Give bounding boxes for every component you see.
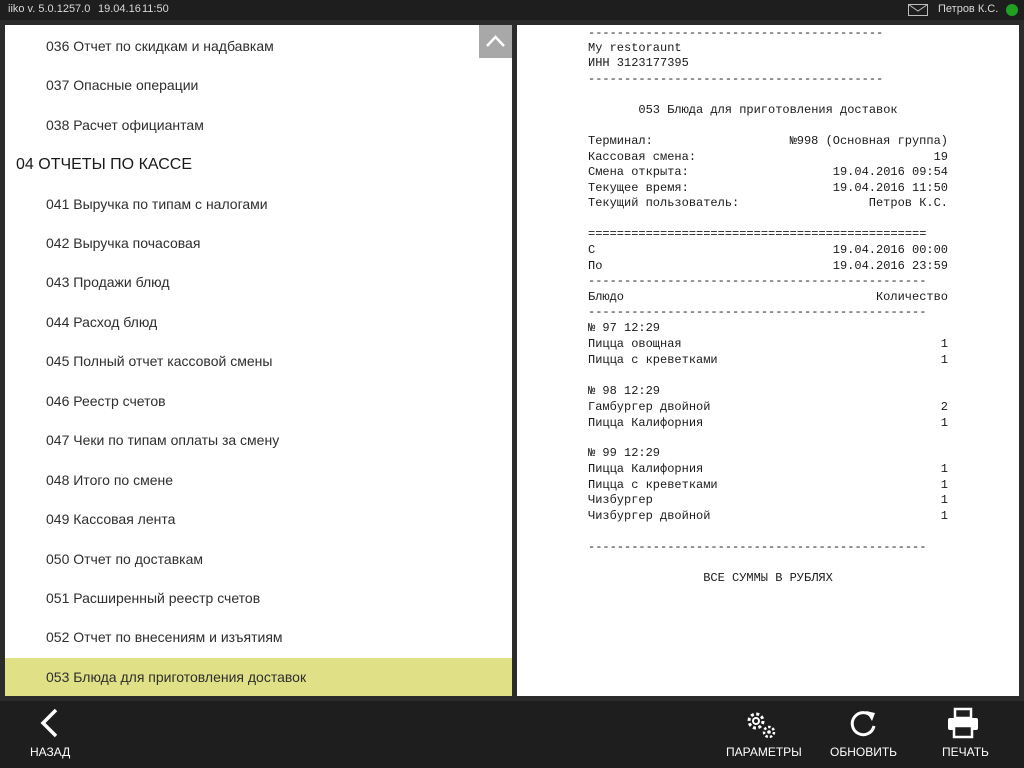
refresh-label: ОБНОВИТЬ — [830, 745, 898, 759]
period-line-label: С — [588, 243, 596, 257]
report-label: 036 Отчет по скидкам и надбавкам — [46, 38, 274, 54]
report-label: 045 Полный отчет кассовой смены — [46, 353, 273, 369]
order-item-label: Гамбургер двойной — [588, 400, 711, 414]
online-status-icon — [1006, 4, 1018, 16]
scroll-up-button[interactable] — [479, 25, 512, 58]
report-label: 037 Опасные операции — [46, 77, 199, 93]
info-line — [588, 134, 948, 149]
app-version: iiko v. 5.0.1257.0 — [8, 3, 91, 15]
report-list-item[interactable] — [5, 27, 512, 66]
order-item-label: Пицца овощная — [588, 337, 682, 351]
section-title: 04 ОТЧЕТЫ ПО КАССЕ — [16, 156, 192, 173]
order-item-label: Пицца Калифорния — [588, 462, 704, 476]
order-header: № 99 12:29 — [588, 446, 661, 460]
report-label: 051 Расширенный реестр счетов — [46, 590, 261, 606]
order-item — [588, 493, 948, 508]
info-line-label: Текущее время: — [588, 181, 689, 195]
report-label: 052 Отчет по внесениям и изъятиям — [46, 629, 283, 645]
report-label: 041 Выручка по типам с налогами — [46, 196, 268, 212]
separator: =============================================== — [588, 227, 927, 241]
print-label: ПЕЧАТЬ — [942, 745, 989, 759]
report-list-item[interactable] — [5, 658, 512, 696]
period-line-label: По — [588, 259, 603, 273]
order-item — [588, 478, 948, 493]
order-item — [588, 337, 948, 352]
report-label: 044 Расход блюд — [46, 314, 158, 330]
order-item-value: 1 — [940, 415, 948, 430]
info-line — [588, 196, 948, 211]
column-header-label: Блюдо — [588, 290, 625, 304]
info-line-label: Кассовая смена: — [588, 150, 697, 164]
print-button[interactable] — [938, 701, 994, 768]
order-item-value: 2 — [940, 400, 948, 414]
order-item-label: Чизбургер — [588, 493, 653, 507]
period-line — [588, 259, 948, 274]
report-list-item[interactable] — [5, 106, 512, 145]
info-line — [588, 150, 948, 165]
mail-icon[interactable] — [908, 4, 928, 16]
report-list-item[interactable] — [5, 382, 512, 421]
report-list — [5, 25, 512, 696]
report-list-item[interactable] — [5, 579, 512, 618]
info-line-label: Текущий пользователь: — [588, 196, 740, 210]
info-line-value: №998 (Основная группа) — [789, 134, 948, 148]
report-title: 053 Блюда для приготовления доставок — [638, 103, 898, 117]
report-list-item[interactable] — [5, 342, 512, 381]
report-list-item[interactable] — [5, 618, 512, 657]
info-line — [588, 181, 948, 196]
status-bar — [0, 0, 1024, 20]
period-line-value: 19.04.2016 00:00 — [832, 243, 948, 257]
info-line-value: Петров К.С. — [868, 196, 948, 210]
chevron-left-icon — [38, 707, 62, 739]
report-list-item[interactable] — [5, 263, 512, 302]
order-item — [588, 400, 948, 415]
separator: ----------------------------------------- — [588, 72, 884, 86]
report-list-item[interactable] — [5, 500, 512, 539]
status-time: 11:50 — [142, 3, 169, 15]
column-header — [588, 290, 948, 305]
separator: ----------------------------------------- — [588, 26, 884, 40]
report-label: 043 Продажи блюд — [46, 274, 170, 290]
report-label: 053 Блюда для приготовления доставок — [46, 669, 307, 685]
report-list-item[interactable] — [5, 540, 512, 579]
report-label: 038 Расчет официантам — [46, 117, 204, 133]
order-item — [588, 509, 948, 524]
report-list-item[interactable] — [5, 421, 512, 460]
params-button[interactable] — [722, 701, 802, 768]
receipt-footer: ВСЕ СУММЫ В РУБЛЯХ — [703, 571, 833, 585]
order-item-value: 1 — [940, 493, 948, 507]
period-line-value: 19.04.2016 23:59 — [832, 259, 948, 273]
order-item — [588, 353, 948, 368]
back-button[interactable] — [26, 701, 86, 768]
period-line — [588, 243, 948, 258]
report-label: 050 Отчет по доставкам — [46, 551, 204, 567]
order-item-label: Пицца Калифорния — [588, 415, 704, 430]
report-list-item[interactable] — [5, 66, 512, 105]
report-list-item[interactable] — [5, 224, 512, 263]
order-item — [588, 416, 948, 431]
report-label: 042 Выручка почасовая — [46, 235, 201, 251]
info-line-label: Смена открыта: — [588, 165, 689, 179]
order-item-value: 1 — [940, 477, 948, 492]
order-item-label: Пицца с креветками — [588, 477, 718, 492]
gears-icon — [744, 707, 778, 741]
chevron-up-icon — [485, 32, 506, 51]
report-list-item[interactable] — [5, 461, 512, 500]
report-label: 047 Чеки по типам оплаты за смену — [46, 432, 280, 448]
report-list-item[interactable] — [5, 303, 512, 342]
order-item-value: 1 — [940, 462, 948, 476]
info-line-value: 19.04.2016 11:50 — [832, 181, 948, 195]
back-label: НАЗАД — [30, 745, 71, 759]
info-line-value: 19 — [933, 150, 948, 164]
params-label: ПАРАМЕТРЫ — [726, 745, 802, 759]
report-label: 046 Реестр счетов — [46, 393, 166, 409]
order-item-value: 1 — [940, 352, 948, 367]
order-header: № 98 12:29 — [588, 384, 661, 398]
report-label: 048 Итого по смене — [46, 472, 174, 488]
restaurant-name: My restoraunt — [588, 41, 682, 55]
inn: ИНН 3123177395 — [588, 56, 689, 70]
info-line-value: 19.04.2016 09:54 — [832, 165, 948, 179]
separator: ----------------------------------------------- — [588, 274, 927, 288]
order-header: № 97 12:29 — [588, 321, 661, 335]
report-label: 049 Кассовая лента — [46, 511, 176, 527]
refresh-button[interactable] — [826, 701, 902, 768]
order-item-value: 1 — [940, 508, 948, 523]
order-item-value: 1 — [940, 337, 948, 351]
column-header-value: Количество — [875, 290, 948, 304]
refresh-icon — [848, 707, 878, 739]
separator: ----------------------------------------------- — [588, 540, 927, 554]
order-item-label: Пицца с креветками — [588, 352, 718, 367]
order-item — [588, 462, 948, 477]
bottom-toolbar — [0, 701, 1024, 768]
separator: ----------------------------------------------- — [588, 305, 927, 319]
info-line-label: Терминал: — [588, 134, 653, 148]
status-date: 19.04.16 — [98, 3, 141, 15]
printer-icon — [946, 707, 980, 739]
info-line — [588, 165, 948, 180]
report-preview — [517, 25, 1019, 696]
order-item-label: Чизбургер двойной — [588, 508, 711, 523]
list-section-header — [5, 145, 512, 184]
current-user: Петров К.С. — [938, 3, 999, 15]
report-list-item[interactable] — [5, 185, 512, 224]
